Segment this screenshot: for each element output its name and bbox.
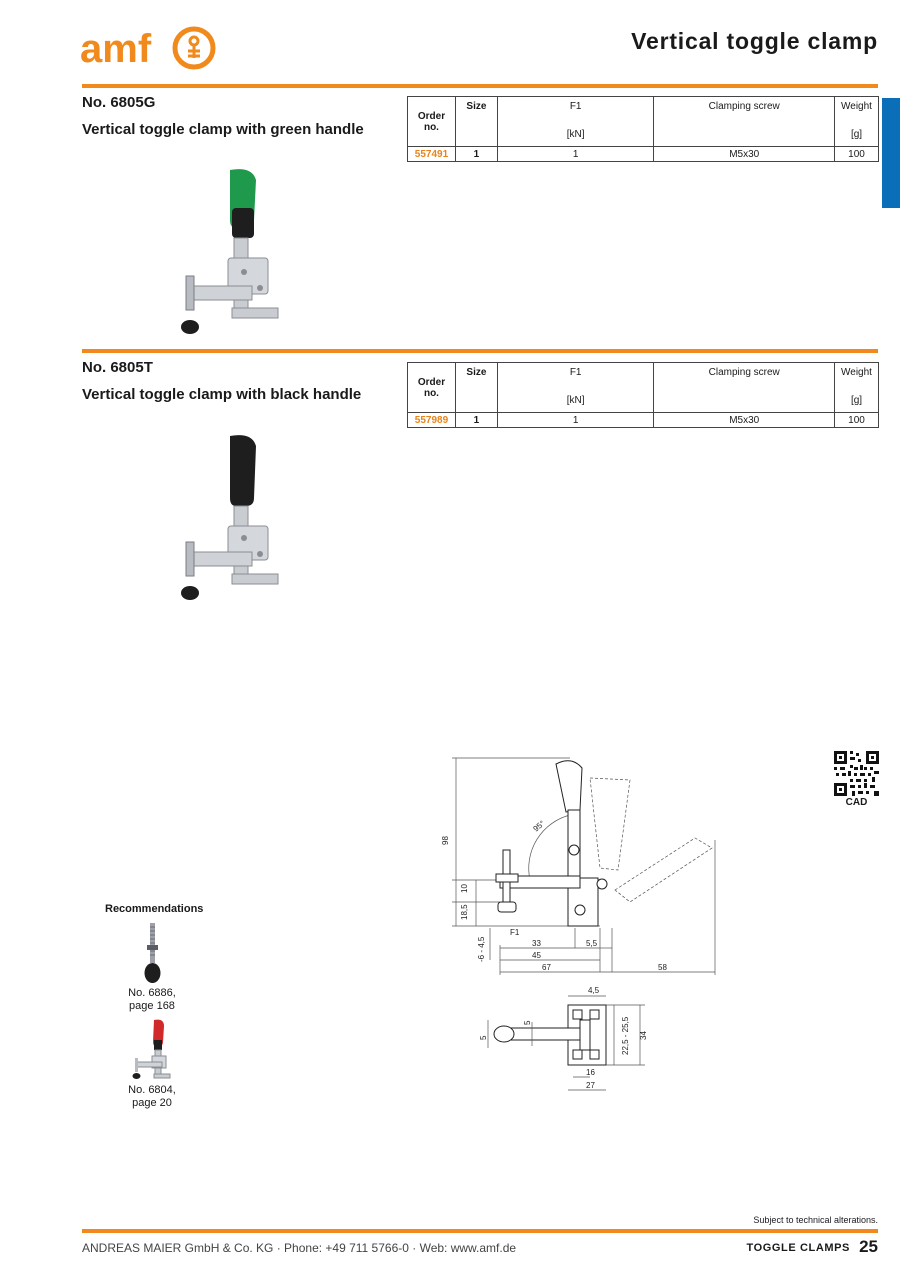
page-number: 25 xyxy=(859,1237,878,1256)
dim-label: 4,5 xyxy=(588,986,600,995)
dim-label: -6 - 4,5 xyxy=(477,936,486,962)
logo-text: amf xyxy=(80,27,152,71)
dim-label: 33 xyxy=(532,939,541,948)
size-header: Size xyxy=(455,97,497,147)
amf-logo xyxy=(80,24,220,74)
size-header: Size xyxy=(455,363,497,413)
f1-cell: 1 xyxy=(497,147,654,162)
product-image-black-clamp xyxy=(170,428,290,608)
dim-label: 58 xyxy=(658,963,667,972)
size-cell: 1 xyxy=(455,147,497,162)
screw-cell: M5x30 xyxy=(654,413,835,428)
dim-label: 5 xyxy=(523,1020,532,1025)
weight-cell: 100 xyxy=(835,147,879,162)
table-row xyxy=(408,147,879,162)
order-header: Order no. xyxy=(408,363,456,413)
dim-label: 5,5 xyxy=(586,939,598,948)
dim-label: 34 xyxy=(639,1031,648,1040)
footer-section: TOGGLE CLAMPS xyxy=(746,1242,850,1254)
dim-label: 22,5 - 25,5 xyxy=(621,1016,630,1055)
order-header: Order no. xyxy=(408,97,456,147)
weight-header: Weight [g] xyxy=(835,363,879,413)
product-number: No. 6805T xyxy=(82,359,153,376)
order-number-link[interactable]: 557491 xyxy=(408,147,456,162)
dim-label: 67 xyxy=(542,963,551,972)
dim-label: 27 xyxy=(586,1081,595,1090)
page-title: Vertical toggle clamp xyxy=(631,28,878,54)
table-row xyxy=(408,413,879,428)
dim-label: 5 xyxy=(479,1035,488,1040)
cad-qr-code[interactable] xyxy=(834,751,879,796)
alterations-note: Subject to technical alterations. xyxy=(753,1215,878,1225)
size-cell: 1 xyxy=(455,413,497,428)
section-tab xyxy=(882,98,900,208)
recommendations-title: Recommendations xyxy=(105,903,204,915)
cad-label: CAD xyxy=(845,797,868,808)
footer-rule xyxy=(82,1229,878,1233)
recommendation-image-spindle[interactable] xyxy=(140,923,164,985)
f1-header: F1 [kN] xyxy=(497,97,654,147)
screw-cell: M5x30 xyxy=(654,147,835,162)
section-rule xyxy=(82,349,878,353)
dim-label: 95° xyxy=(531,818,547,834)
recommendation-label: No. 6804, page 20 xyxy=(128,1084,176,1109)
recommendation-label: No. 6886, page 168 xyxy=(128,987,176,1012)
f1-cell: 1 xyxy=(497,413,654,428)
weight-cell: 100 xyxy=(835,413,879,428)
technical-drawing xyxy=(440,750,730,1100)
screw-header: Clamping screw xyxy=(654,363,835,413)
f1-header: F1 [kN] xyxy=(497,363,654,413)
weight-header: Weight [g] xyxy=(835,97,879,147)
recommendation-image-red-clamp[interactable] xyxy=(130,1018,174,1082)
footer-address: ANDREAS MAIER GmbH & Co. KG · Phone: +49 711 5766-0 · Web: www.amf.de xyxy=(82,1241,517,1255)
product-description: Vertical toggle clamp with black handle xyxy=(82,386,362,403)
dim-label: F1 xyxy=(510,928,520,937)
dim-label: 18,5 xyxy=(460,904,469,920)
spec-table xyxy=(407,362,879,428)
header-rule xyxy=(82,84,878,88)
dim-label: 98 xyxy=(441,836,450,845)
order-number-link[interactable]: 557989 xyxy=(408,413,456,428)
product-description: Vertical toggle clamp with green handle xyxy=(82,121,364,138)
spec-table xyxy=(407,96,879,162)
dim-label: 45 xyxy=(532,951,541,960)
product-image-green-clamp xyxy=(170,162,290,342)
dim-label: 16 xyxy=(586,1068,595,1077)
dim-label: 10 xyxy=(460,884,469,893)
screw-header: Clamping screw xyxy=(654,97,835,147)
product-number: No. 6805G xyxy=(82,94,156,111)
